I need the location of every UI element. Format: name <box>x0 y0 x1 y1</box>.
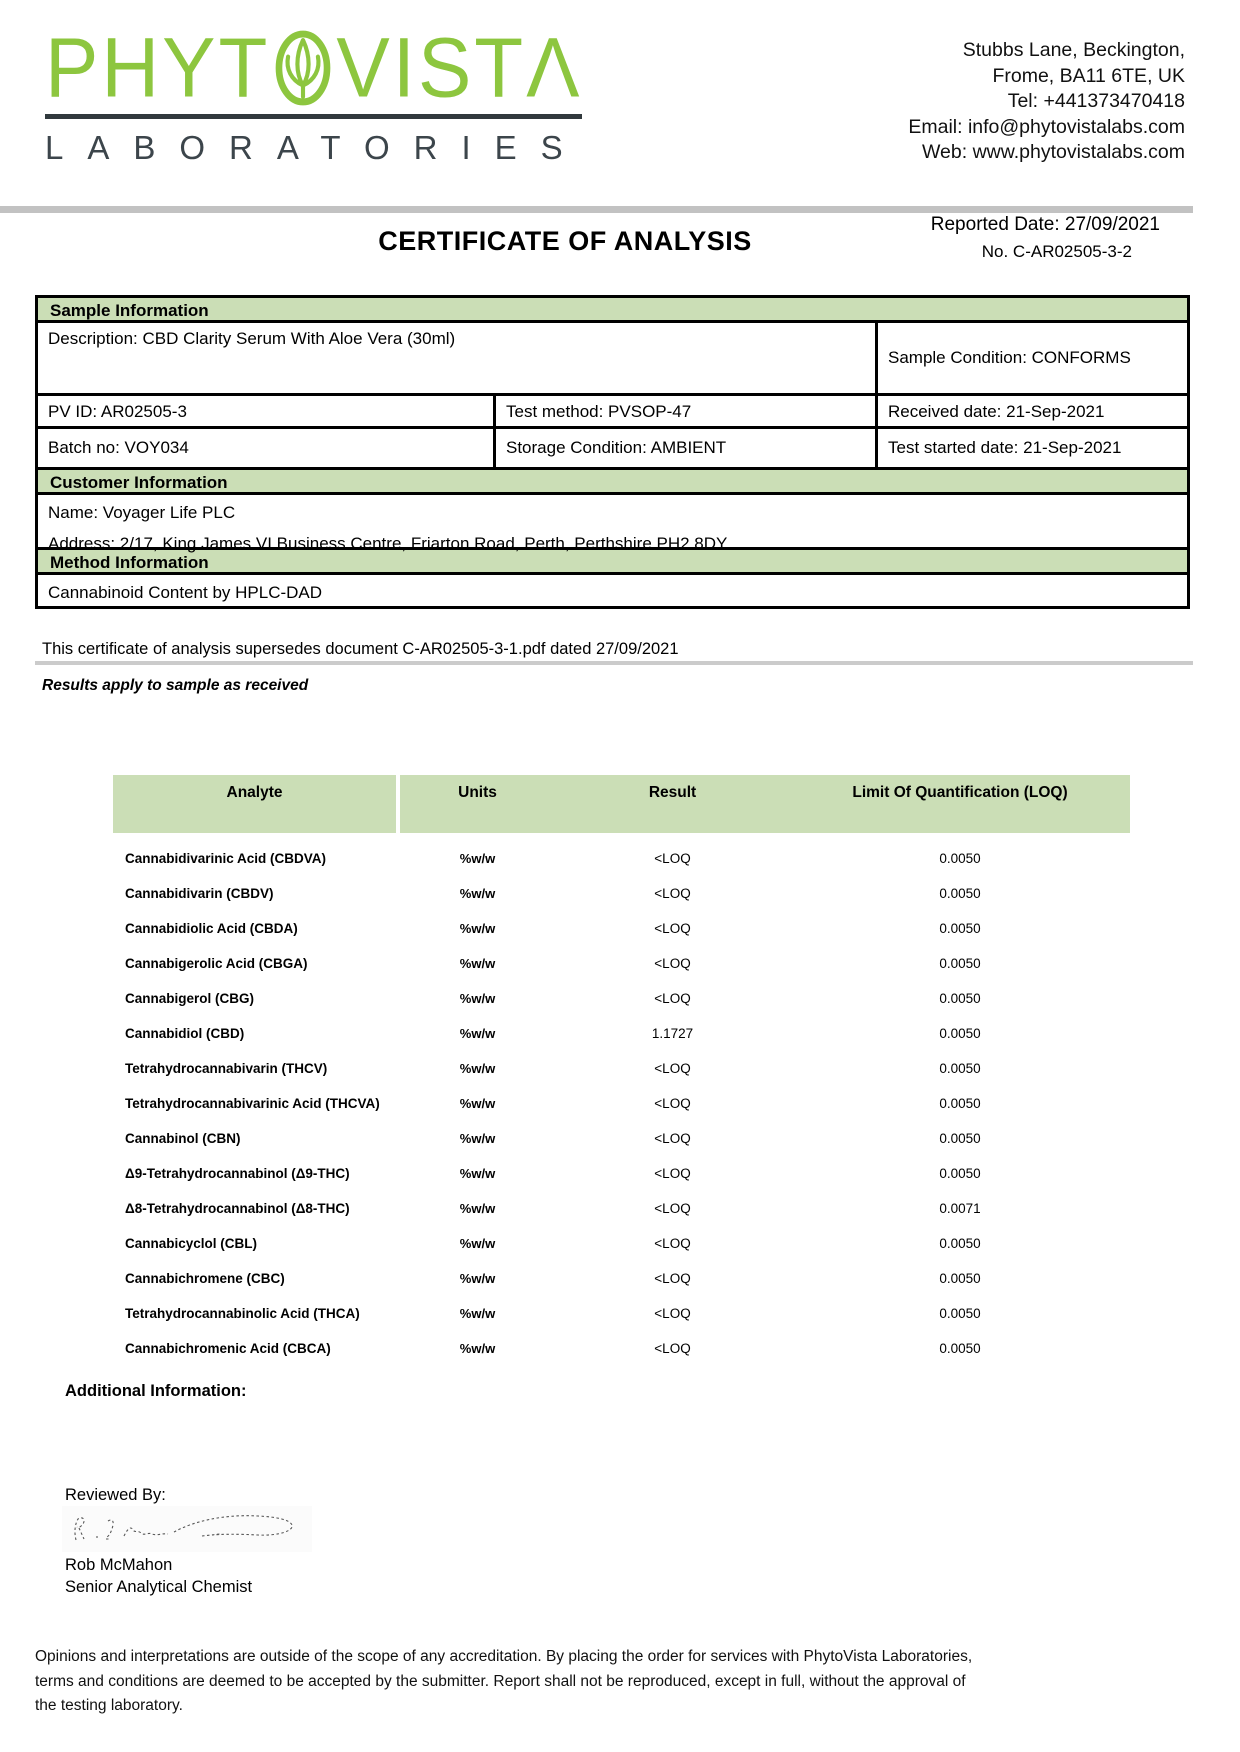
sample-condition: Sample Condition: CONFORMS <box>875 323 1187 393</box>
table-row <box>113 1331 1130 1366</box>
section-header-method-information: Method Information <box>35 547 1190 575</box>
contact-address-line2: Frome, BA11 6TE, UK <box>992 64 1185 87</box>
signature-scribble-icon <box>62 1506 312 1552</box>
loq-cell: 0.0050 <box>939 921 981 936</box>
analyte-name-cell: Cannabidivarin (CBDV) <box>125 886 274 901</box>
analyte-name-cell: Cannabigerolic Acid (CBGA) <box>125 956 308 971</box>
analyte-name-cell: Tetrahydrocannabivarinic Acid (THCVA) <box>125 1096 380 1111</box>
result-cell: <LOQ <box>654 956 691 971</box>
units-cell: %w/w <box>459 1201 496 1216</box>
batch-no: Batch no: VOY034 <box>48 438 189 457</box>
table-row <box>113 1051 1130 1086</box>
logo-wordmark <box>45 20 590 115</box>
footer-line2: terms and conditions are deemed to be accepted by the submitter. Report shall not be reproduced, except in full, without the approval of <box>35 1672 966 1690</box>
analyte-name-cell: Tetrahydrocannabivarin (THCV) <box>125 1061 328 1076</box>
analyte-name-cell: Cannabichromene (CBC) <box>125 1271 285 1286</box>
loq-cell: 0.0050 <box>939 1096 981 1111</box>
received-date: Received date: 21-Sep-2021 <box>875 396 1187 426</box>
customer-name: Name: Voyager Life PLC <box>48 503 236 522</box>
loq-cell: 0.0050 <box>939 851 981 866</box>
analyte-name-cell: Cannabidiol (CBD) <box>125 1026 245 1041</box>
loq-cell: 0.0050 <box>939 886 981 901</box>
loq-cell: 0.0050 <box>939 1061 981 1076</box>
sample-description: Description: CBD Clarity Serum With Aloe Vera (30ml) <box>48 329 456 348</box>
reviewed-by-label: Reviewed By: <box>65 1486 166 1504</box>
batch-row <box>35 426 1190 470</box>
results-apply-note: Results apply to sample as received <box>42 677 309 694</box>
loq-cell: 0.0050 <box>939 956 981 971</box>
units-cell: %w/w <box>459 1341 496 1356</box>
result-cell: <LOQ <box>654 1201 691 1216</box>
logo-text-part3: Λ <box>526 20 583 115</box>
analyte-name-cell: Cannabicyclol (CBL) <box>125 1236 258 1251</box>
customer-box <box>35 492 1190 553</box>
method-box: Cannabinoid Content by HPLC-DAD <box>35 572 1190 609</box>
table-row <box>113 1296 1130 1331</box>
analyte-name-cell: Tetrahydrocannabinolic Acid (THCA) <box>125 1306 360 1321</box>
loq-cell: 0.0050 <box>939 1341 981 1356</box>
table-row <box>113 1086 1130 1121</box>
units-cell: %w/w <box>459 851 496 866</box>
result-cell: <LOQ <box>654 1096 691 1111</box>
table-row <box>113 911 1130 946</box>
column-header-loq: Limit Of Quantification (LOQ) <box>852 784 1068 801</box>
units-cell: %w/w <box>459 1131 496 1146</box>
loq-cell: 0.0050 <box>939 1026 981 1041</box>
result-cell: <LOQ <box>654 1341 691 1356</box>
units-cell: %w/w <box>459 991 496 1006</box>
supersedes-note: This certificate of analysis supersedes document C-AR02505-3-1.pdf dated 27/09/2021 <box>42 640 679 658</box>
table-row <box>113 1191 1130 1226</box>
loq-cell: 0.0050 <box>939 1271 981 1286</box>
signature <box>62 1506 312 1552</box>
section-header-customer-information: Customer Information <box>35 467 1190 495</box>
reported-date: Reported Date: 27/09/2021 <box>930 214 1160 235</box>
sample-ids-row <box>35 393 1190 429</box>
test-method: Test method: PVSOP-47 <box>493 396 875 426</box>
document-number: No. C-AR02505-3-2 <box>981 242 1132 261</box>
result-cell: 1.1727 <box>651 1026 694 1041</box>
contact-phone: Tel: +441373470418 <box>1007 90 1185 112</box>
contact-web: Web: www.phytovistalabs.com <box>922 141 1185 163</box>
analyte-table-header <box>113 775 1130 833</box>
column-header-units: Units <box>458 784 497 801</box>
reviewer-name: Rob McMahon <box>65 1556 173 1574</box>
units-cell: %w/w <box>459 1306 496 1321</box>
table-row <box>113 946 1130 981</box>
column-header-analyte: Analyte <box>113 775 400 833</box>
result-cell: <LOQ <box>654 921 691 936</box>
footer-disclaimer <box>35 1645 1200 1719</box>
units-cell: %w/w <box>459 1166 496 1181</box>
info-table <box>35 295 1190 609</box>
result-cell: <LOQ <box>654 1131 691 1146</box>
result-cell: <LOQ <box>654 1166 691 1181</box>
units-cell: %w/w <box>459 1026 496 1041</box>
analyte-name-cell: Cannabigerol (CBG) <box>125 991 255 1006</box>
analyte-name-cell: Cannabinol (CBN) <box>125 1131 241 1146</box>
units-cell: %w/w <box>459 886 496 901</box>
table-row <box>113 1156 1130 1191</box>
analyte-name-cell: Cannabidiolic Acid (CBDA) <box>125 921 298 936</box>
loq-cell: 0.0071 <box>939 1201 981 1216</box>
logo-divider <box>45 114 582 119</box>
customer-address: Address: 2/17, King James VI Business Centre, Friarton Road, Perth, Perthshire PH2 8DY <box>48 534 728 553</box>
analyte-name-cell: Δ8-Tetrahydrocannabinol (Δ8-THC) <box>125 1201 350 1216</box>
table-row <box>113 1261 1130 1296</box>
loq-cell: 0.0050 <box>939 991 981 1006</box>
analyte-results-table <box>113 775 1130 1366</box>
contact-address-line1: Stubbs Lane, Beckington, <box>962 39 1185 61</box>
result-cell: <LOQ <box>654 991 691 1006</box>
units-cell: %w/w <box>459 956 496 971</box>
analyte-table-body <box>113 841 1130 1366</box>
loq-cell: 0.0050 <box>939 1166 981 1181</box>
analyte-name-cell: Cannabidivarinic Acid (CBDVA) <box>125 851 327 866</box>
table-row <box>113 1226 1130 1261</box>
additional-information-label: Additional Information: <box>65 1382 247 1400</box>
analyte-name-cell: Δ9-Tetrahydrocannabinol (Δ9-THC) <box>125 1166 350 1181</box>
result-cell: <LOQ <box>654 1061 691 1076</box>
result-cell: <LOQ <box>654 886 691 901</box>
analyte-name-cell: Cannabichromenic Acid (CBCA) <box>125 1341 331 1356</box>
leaf-icon <box>274 27 332 109</box>
result-cell: <LOQ <box>654 851 691 866</box>
logo-text-part2: VIST <box>336 20 527 115</box>
storage-condition: Storage Condition: AMBIENT <box>493 429 875 467</box>
phytovista-logo <box>45 20 590 167</box>
footer-line1: Opinions and interpretations are outside of the scope of any accreditation. By placing the order for services with PhytoVista Laboratories, <box>35 1648 973 1665</box>
pv-id: PV ID: AR02505-3 <box>48 402 187 421</box>
table-row <box>113 981 1130 1016</box>
units-cell: %w/w <box>459 921 496 936</box>
units-cell: %w/w <box>459 1236 496 1251</box>
table-row <box>113 1121 1130 1156</box>
logo-subtitle: LABORATORIES <box>45 129 587 166</box>
mid-divider-bar <box>35 661 1193 665</box>
test-started-date: Test started date: 21-Sep-2021 <box>875 429 1187 467</box>
result-cell: <LOQ <box>654 1236 691 1251</box>
page-title: CERTIFICATE OF ANALYSIS <box>378 226 752 256</box>
section-header-sample-information: Sample Information <box>35 295 1190 323</box>
units-cell: %w/w <box>459 1096 496 1111</box>
loq-cell: 0.0050 <box>939 1306 981 1321</box>
sample-description-row <box>35 320 1190 396</box>
table-row <box>113 1016 1130 1051</box>
table-row <box>113 876 1130 911</box>
units-cell: %w/w <box>459 1061 496 1076</box>
contact-email: Email: info@phytovistalabs.com <box>908 115 1185 138</box>
column-header-result: Result <box>648 784 697 801</box>
result-cell: <LOQ <box>654 1306 691 1321</box>
result-cell: <LOQ <box>654 1271 691 1286</box>
footer-line3: the testing laboratory. <box>35 1697 183 1714</box>
header-divider-bar <box>0 206 1193 213</box>
logo-text-part1: PHYT <box>45 20 271 115</box>
loq-cell: 0.0050 <box>939 1131 981 1146</box>
loq-cell: 0.0050 <box>939 1236 981 1251</box>
table-row <box>113 841 1130 876</box>
reviewer-role: Senior Analytical Chemist <box>65 1578 253 1596</box>
units-cell: %w/w <box>459 1271 496 1286</box>
lab-contact-block <box>908 38 1185 166</box>
